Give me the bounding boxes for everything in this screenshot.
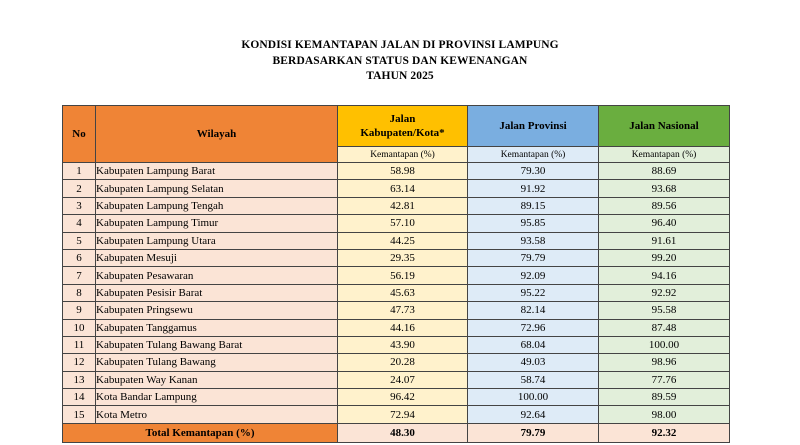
row-number: 3 [63,197,96,214]
row-wilayah: Kabupaten Lampung Selatan [96,180,338,197]
row-kemantapan-provinsi: 95.22 [468,284,599,301]
table-row [63,389,730,406]
row-kemantapan-nasional: 98.96 [599,354,730,371]
row-kemantapan-kabupaten: 43.90 [338,336,468,353]
row-kemantapan-kabupaten: 63.14 [338,180,468,197]
row-wilayah: Kota Bandar Lampung [96,389,338,406]
row-wilayah: Kabupaten Lampung Timur [96,215,338,232]
row-kemantapan-kabupaten: 96.42 [338,389,468,406]
table-body [63,163,730,424]
row-number: 15 [63,406,96,423]
row-kemantapan-provinsi: 100.00 [468,389,599,406]
row-number: 7 [63,267,96,284]
row-kemantapan-nasional: 96.40 [599,215,730,232]
row-kemantapan-provinsi: 92.09 [468,267,599,284]
table-row [63,336,730,353]
row-kemantapan-kabupaten: 72.94 [338,406,468,423]
row-wilayah: Kabupaten Tulang Bawang Barat [96,336,338,353]
row-number: 4 [63,215,96,232]
table-row [63,267,730,284]
row-kemantapan-provinsi: 79.79 [468,249,599,266]
subheader-prov: Kemantapan (%) [468,147,599,163]
row-wilayah: Kabupaten Lampung Barat [96,163,338,180]
row-wilayah: Kabupaten Tanggamus [96,319,338,336]
row-number: 5 [63,232,96,249]
table-row [63,215,730,232]
header-wilayah: Wilayah [96,106,338,163]
row-number: 14 [63,389,96,406]
row-number: 11 [63,336,96,353]
header-kab-line-2: Kabupaten/Kota* [360,127,445,139]
row-kemantapan-kabupaten: 24.07 [338,371,468,388]
row-kemantapan-nasional: 77.76 [599,371,730,388]
header-jalan-kabupaten [338,106,468,147]
title-line-3: TAHUN 2025 [366,70,434,82]
row-wilayah: Kabupaten Lampung Tengah [96,197,338,214]
row-number: 13 [63,371,96,388]
row-kemantapan-nasional: 98.00 [599,406,730,423]
row-kemantapan-nasional: 93.68 [599,180,730,197]
row-kemantapan-kabupaten: 47.73 [338,302,468,319]
table-row [63,354,730,371]
table-row [63,163,730,180]
title-line-1: KONDISI KEMANTAPAN JALAN DI PROVINSI LAMPUNG [241,39,559,51]
row-kemantapan-provinsi: 58.74 [468,371,599,388]
row-kemantapan-provinsi: 89.15 [468,197,599,214]
row-kemantapan-nasional: 92.92 [599,284,730,301]
total-nas: 92.32 [599,423,730,442]
row-kemantapan-nasional: 87.48 [599,319,730,336]
row-wilayah: Kabupaten Way Kanan [96,371,338,388]
row-number: 8 [63,284,96,301]
row-number: 1 [63,163,96,180]
total-label: Total Kemantapan (%) [63,423,338,442]
row-kemantapan-nasional: 94.16 [599,267,730,284]
row-wilayah: Kabupaten Pesawaran [96,267,338,284]
row-wilayah: Kabupaten Lampung Utara [96,232,338,249]
table-row [63,284,730,301]
row-wilayah: Kabupaten Mesuji [96,249,338,266]
row-number: 2 [63,180,96,197]
title-line-2: BERDASARKAN STATUS DAN KEWENANGAN [272,54,528,67]
table-row [63,302,730,319]
total-prov: 79.79 [468,423,599,442]
report-title [0,38,800,85]
subheader-nas: Kemantapan (%) [599,147,730,163]
row-kemantapan-kabupaten: 44.16 [338,319,468,336]
row-kemantapan-provinsi: 95.85 [468,215,599,232]
total-kab: 48.30 [338,423,468,442]
row-kemantapan-provinsi: 92.64 [468,406,599,423]
row-kemantapan-provinsi: 93.58 [468,232,599,249]
row-number: 9 [63,302,96,319]
row-kemantapan-kabupaten: 57.10 [338,215,468,232]
row-kemantapan-provinsi: 91.92 [468,180,599,197]
table-row [63,232,730,249]
header-jalan-nasional: Jalan Nasional [599,106,730,147]
row-kemantapan-provinsi: 72.96 [468,319,599,336]
table-row [63,406,730,423]
row-number: 6 [63,249,96,266]
row-number: 12 [63,354,96,371]
row-kemantapan-kabupaten: 29.35 [338,249,468,266]
header-jalan-provinsi: Jalan Provinsi [468,106,599,147]
row-kemantapan-nasional: 88.69 [599,163,730,180]
header-no: No [63,106,96,163]
row-kemantapan-provinsi: 68.04 [468,336,599,353]
header-row [63,106,730,147]
table-row [63,249,730,266]
table-row [63,197,730,214]
table-row [63,371,730,388]
row-kemantapan-nasional: 95.58 [599,302,730,319]
row-kemantapan-nasional: 99.20 [599,249,730,266]
row-kemantapan-provinsi: 82.14 [468,302,599,319]
table-row [63,180,730,197]
row-kemantapan-nasional: 100.00 [599,336,730,353]
row-kemantapan-kabupaten: 45.63 [338,284,468,301]
row-kemantapan-kabupaten: 20.28 [338,354,468,371]
total-row [63,423,730,442]
row-kemantapan-kabupaten: 44.25 [338,232,468,249]
row-wilayah: Kabupaten Pesisir Barat [96,284,338,301]
row-kemantapan-provinsi: 79.30 [468,163,599,180]
row-kemantapan-nasional: 89.59 [599,389,730,406]
header-kab-line-1: Jalan [389,113,416,125]
row-wilayah: Kota Metro [96,406,338,423]
row-kemantapan-nasional: 89.56 [599,197,730,214]
row-kemantapan-kabupaten: 42.81 [338,197,468,214]
row-kemantapan-provinsi: 49.03 [468,354,599,371]
row-kemantapan-nasional: 91.61 [599,232,730,249]
row-wilayah: Kabupaten Pringsewu [96,302,338,319]
subheader-kab: Kemantapan (%) [338,147,468,163]
row-kemantapan-kabupaten: 58.98 [338,163,468,180]
road-stability-table [62,105,730,443]
row-kemantapan-kabupaten: 56.19 [338,267,468,284]
row-wilayah: Kabupaten Tulang Bawang [96,354,338,371]
table-row [63,319,730,336]
row-number: 10 [63,319,96,336]
